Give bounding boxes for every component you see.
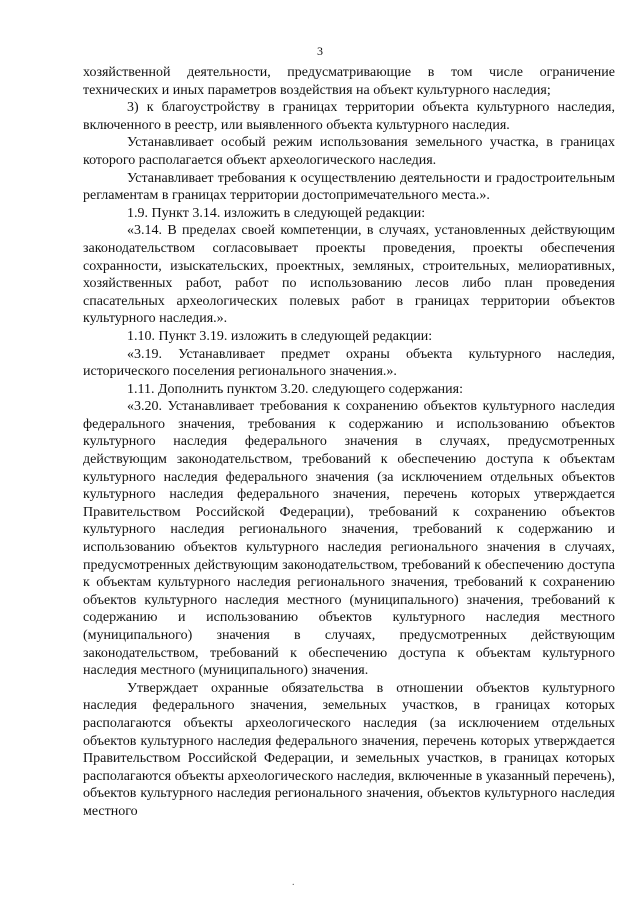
paragraph-activity-requirements: Устанавливает требования к осуществлению деятельности и градостроительным регламентам в границах территории достопримечательного места.». [83,170,615,204]
paragraph-item-1-9: 1.9. Пункт 3.14. изложить в следующей редакции: [127,205,426,221]
paragraph-item-1-11: 1.11. Дополнить пунктом 3.20. следующего содержания: [127,381,463,397]
paragraph-landscaping-requirements: 3) к благоустройству в границах территории объекта культурного наследия, включенного в реестр, или выявленного объекта культурного наследия. [83,100,615,133]
paragraph-clause-3-14: «3.14. В пределах своей компетенции, в случаях, установленных действующим законодательством согласовывает проекты проведения, проекты обеспечения сохранности, изыскательских, проектных, земляных, строительных, мелиоративных, хозяйственных работ, работ по использованию лесов либо план проведения спасательных археологических полевых работ в границах территории объектов культурного наследия.». [83,223,615,327]
page-number: 3 [317,44,323,58]
paragraph-clause-3-19: «3.19. Устанавливает предмет охраны объекта культурного наследия, исторического поселения регионального значения.». [83,346,615,380]
paragraph-protection-obligations: Утверждает охранные обязательства в отношении объектов культурного наследия федерального значения, земельных участков, в границах которых располагаются объекты археологического наследия (за исключением отдельных объектов культурного наследия федерального значения, перечень которых утверждается Правительством Российской Федерации, и земельных участков, в границах которых располагаются объекты археологического наследия, включенные в указанный перечень), объектов культурного наследия регионального значения, объектов культурного наследия местного [83,680,615,819]
scan-speck: . [292,877,295,888]
paragraph-land-use-regime: Устанавливает особый режим использования земельного участка, в границах которого располагается объект археологического наследия. [83,135,615,168]
paragraph-continuation: хозяйственной деятельности, предусматривающие в том числе ограничение технических и иных параметров воздействия на объект культурного наследия; [83,65,615,98]
paragraph-item-1-10: 1.10. Пункт 3.19. изложить в следующей редакции: [127,328,433,344]
document-body [83,64,615,821]
paragraph-clause-3-20: «3.20. Устанавливает требования к сохранению объектов культурного наследия федерального значения, требования к содержанию и использованию объектов культурного наследия федерального значения в случаях, предусмотренных действующим законодательством, требований к обеспечению доступа к объектам культурного наследия федерального значения (за исключением отдельных объектов культурного наследия федерального значения, перечень которых утверждается Правительством Российской Федерации), требований к сохранению объектов культурного наследия регионального значения, требований к содержанию и использованию объектов культурного наследия регионального значения в случаях, предусмотренных действующим законодательством, требований к обеспечению доступа к объектам культурного наследия регионального значения, требований к сохранению объектов культурного наследия местного (муниципального) значения, требований к содержанию и использованию объектов культурного наследия местного (муниципального) значения в случаях, предусмотренных действующим законодательством, требований к обеспечению доступа к объектам культурного наследия местного (муниципального) значения. [83,399,615,679]
